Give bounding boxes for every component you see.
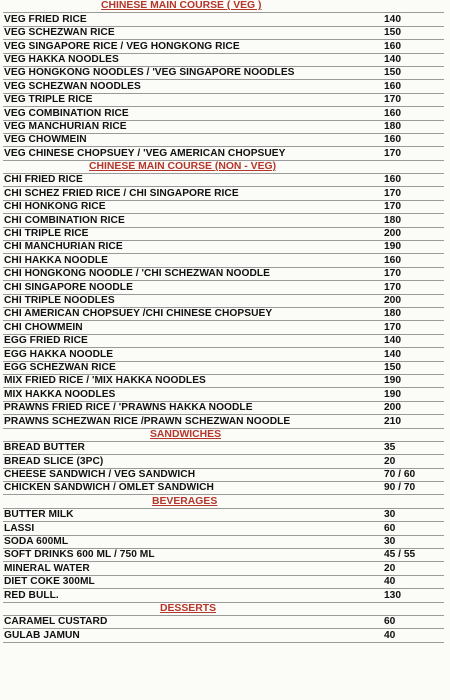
menu-item-name: SOFT DRINKS 600 ML / 750 ML <box>4 549 155 561</box>
menu-item <box>3 187 444 200</box>
menu-item-price: 160 <box>384 40 401 52</box>
menu-item-price: 140 <box>384 335 401 347</box>
menu-item-name: VEG SINGAPORE RICE / VEG HONGKONG RICE <box>4 40 240 52</box>
menu-item-name: LASSI <box>4 522 35 534</box>
menu-item-price: 210 <box>384 415 401 427</box>
menu-item-price: 40 <box>384 576 396 588</box>
menu-item-name: CHEESE SANDWICH / VEG SANDWICH <box>4 469 196 481</box>
menu-item-price: 200 <box>384 294 401 306</box>
menu-item <box>3 254 444 267</box>
menu-item <box>3 268 444 281</box>
menu-item-price: 140 <box>384 13 401 25</box>
menu-item-name: CHI HONKONG RICE <box>4 201 106 213</box>
menu-item-price: 170 <box>384 268 401 280</box>
menu-item-name: CHI SCHEZ FRIED RICE / CHI SINGAPORE RICE <box>4 187 239 199</box>
menu-item-price: 180 <box>384 214 401 226</box>
menu-item-name: VEG CHINESE CHOPSUEY / 'VEG AMERICAN CHOPSUEY <box>4 147 286 159</box>
menu-item-price: 180 <box>384 120 401 132</box>
menu-item-name: BUTTER MILK <box>4 509 74 521</box>
menu-item <box>3 576 444 589</box>
menu-item-price: 40 <box>384 629 396 641</box>
menu-item-name: CHI MANCHURIAN RICE <box>4 241 123 253</box>
menu-item-price: 90 / 70 <box>384 482 416 494</box>
section-title: SANDWICHES <box>150 428 222 440</box>
menu-item <box>3 522 444 535</box>
menu-item <box>3 201 444 214</box>
menu-item <box>3 80 444 93</box>
menu-item-name: PRAWNS SCHEZWAN RICE /PRAWN SCHEZWAN NOODLE <box>4 415 291 427</box>
menu-item <box>3 482 444 495</box>
menu-item-price: 45 / 55 <box>384 549 416 561</box>
menu-item-name: VEG SCHEZWAN NOODLES <box>4 80 141 92</box>
menu-item-name: CHICKEN SANDWICH / OMLET SANDWICH <box>4 482 214 494</box>
menu-item-name: GULAB JAMUN <box>4 629 80 641</box>
menu-item-price: 150 <box>384 27 401 39</box>
menu-item <box>3 121 444 134</box>
menu-item-price: 170 <box>384 187 401 199</box>
menu-item <box>3 415 444 428</box>
menu-item-name: VEG MANCHURIAN RICE <box>4 120 127 132</box>
menu-item <box>3 241 444 254</box>
menu-item <box>3 402 444 415</box>
section-header-chinese-main-course-veg <box>3 0 444 13</box>
section-title: CHINESE MAIN COURSE (NON - VEG) <box>89 161 277 173</box>
menu-item <box>3 67 444 80</box>
menu-item-name: MINERAL WATER <box>4 562 90 574</box>
menu-item-price: 160 <box>384 80 401 92</box>
menu-item <box>3 40 444 53</box>
menu-item-name: CHI CHOWMEIN <box>4 321 83 333</box>
menu-item-price: 200 <box>384 402 401 414</box>
section-title: DESSERTS <box>160 602 217 614</box>
menu-item-price: 35 <box>384 442 396 454</box>
menu-item-name: EGG FRIED RICE <box>4 335 88 347</box>
menu-item-name: CARAMEL CUSTARD <box>4 616 108 628</box>
menu-item-name: VEG TRIPLE RICE <box>4 94 93 106</box>
menu-item <box>3 388 444 401</box>
menu-item-price: 160 <box>384 174 401 186</box>
menu-item-price: 30 <box>384 509 396 521</box>
menu-item-price: 160 <box>384 107 401 119</box>
section-title: CHINESE MAIN COURSE ( VEG ) <box>101 0 262 12</box>
menu-item-name: VEG COMBINATION RICE <box>4 107 129 119</box>
menu-item-name: PRAWNS FRIED RICE / 'PRAWNS HAKKA NOODLE <box>4 402 253 414</box>
menu-item-price: 190 <box>384 375 401 387</box>
menu-item <box>3 174 444 187</box>
menu-item-name: CHI HONGKONG NOODLE / 'CHI SCHEZWAN NOODLE <box>4 268 271 280</box>
menu-item-price: 60 <box>384 616 396 628</box>
menu-item <box>3 13 444 26</box>
menu-item-name: CHI TRIPLE NOODLES <box>4 294 115 306</box>
menu-item-name: VEG HAKKA NOODLES <box>4 53 119 65</box>
section-header-beverages <box>3 495 444 508</box>
menu-item-name: EGG SCHEZWAN RICE <box>4 361 116 373</box>
menu-item-price: 170 <box>384 94 401 106</box>
section-header-sandwiches <box>3 429 444 442</box>
menu-item <box>3 54 444 67</box>
menu-item-price: 130 <box>384 589 401 601</box>
menu-item-price: 190 <box>384 241 401 253</box>
menu-item <box>3 214 444 227</box>
menu-item-price: 140 <box>384 348 401 360</box>
menu-item <box>3 589 444 602</box>
menu-item-price: 150 <box>384 67 401 79</box>
section-header-desserts <box>3 603 444 616</box>
menu-item-price: 170 <box>384 321 401 333</box>
menu-item-name: MIX HAKKA NOODLES <box>4 388 116 400</box>
menu-item-price: 170 <box>384 147 401 159</box>
menu-item-name: VEG SCHEZWAN RICE <box>4 27 115 39</box>
menu-item-price: 20 <box>384 562 396 574</box>
menu-item-name: VEG FRIED RICE <box>4 13 87 25</box>
menu-item-name: BREAD BUTTER <box>4 442 85 454</box>
menu-item-price: 170 <box>384 201 401 213</box>
menu-item <box>3 509 444 522</box>
menu-item <box>3 348 444 361</box>
menu-item <box>3 536 444 549</box>
menu-item-price: 160 <box>384 134 401 146</box>
menu-item-name: SODA 600ML <box>4 536 69 548</box>
menu-item-name: MIX FRIED RICE / 'MIX HAKKA NOODLES <box>4 375 206 387</box>
menu-item <box>3 616 444 629</box>
menu-item-price: 180 <box>384 308 401 320</box>
menu-item-name: CHI SINGAPORE NOODLE <box>4 281 133 293</box>
menu-item-price: 200 <box>384 228 401 240</box>
menu-item <box>3 27 444 40</box>
menu-item <box>3 442 444 455</box>
menu-item <box>3 228 444 241</box>
menu-item-name: VEG HONGKONG NOODLES / 'VEG SINGAPORE NOODLES <box>4 67 295 79</box>
menu-item <box>3 549 444 562</box>
menu-item-name: CHI AMERICAN CHOPSUEY /CHI CHINESE CHOPSUEY <box>4 308 273 320</box>
menu-item <box>3 281 444 294</box>
menu-item-price: 30 <box>384 536 396 548</box>
menu-item-name: BREAD SLICE (3PC) <box>4 455 104 467</box>
menu-item <box>3 455 444 468</box>
menu-item <box>3 375 444 388</box>
menu-item-name: VEG CHOWMEIN <box>4 134 87 146</box>
menu-item <box>3 107 444 120</box>
section-header-chinese-main-course-non-veg <box>3 161 444 174</box>
menu-item-price: 20 <box>384 455 396 467</box>
menu-item <box>3 134 444 147</box>
menu-item-name: CHI HAKKA NOODLE <box>4 254 108 266</box>
menu-item-name: DIET COKE 300ML <box>4 576 95 588</box>
menu-item <box>3 562 444 575</box>
menu-item <box>3 362 444 375</box>
menu-item-price: 60 <box>384 522 396 534</box>
menu-item-price: 140 <box>384 53 401 65</box>
menu-item-name: CHI COMBINATION RICE <box>4 214 125 226</box>
menu-item-price: 160 <box>384 254 401 266</box>
menu-item <box>3 147 444 160</box>
menu-item-name: RED BULL. <box>4 589 59 601</box>
menu-item <box>3 295 444 308</box>
menu-item <box>3 469 444 482</box>
menu-item-price: 190 <box>384 388 401 400</box>
menu-item-price: 70 / 60 <box>384 469 416 481</box>
menu-item-name: CHI FRIED RICE <box>4 174 83 186</box>
menu-item <box>3 629 444 642</box>
menu-item-name: EGG HAKKA NOODLE <box>4 348 114 360</box>
menu-list <box>3 0 444 643</box>
menu-item-price: 150 <box>384 361 401 373</box>
menu-item-name: CHI TRIPLE RICE <box>4 228 89 240</box>
menu-item <box>3 321 444 334</box>
menu-item <box>3 308 444 321</box>
menu-item <box>3 94 444 107</box>
menu-item <box>3 335 444 348</box>
menu-item-price: 170 <box>384 281 401 293</box>
section-title: BEVERAGES <box>152 495 218 507</box>
